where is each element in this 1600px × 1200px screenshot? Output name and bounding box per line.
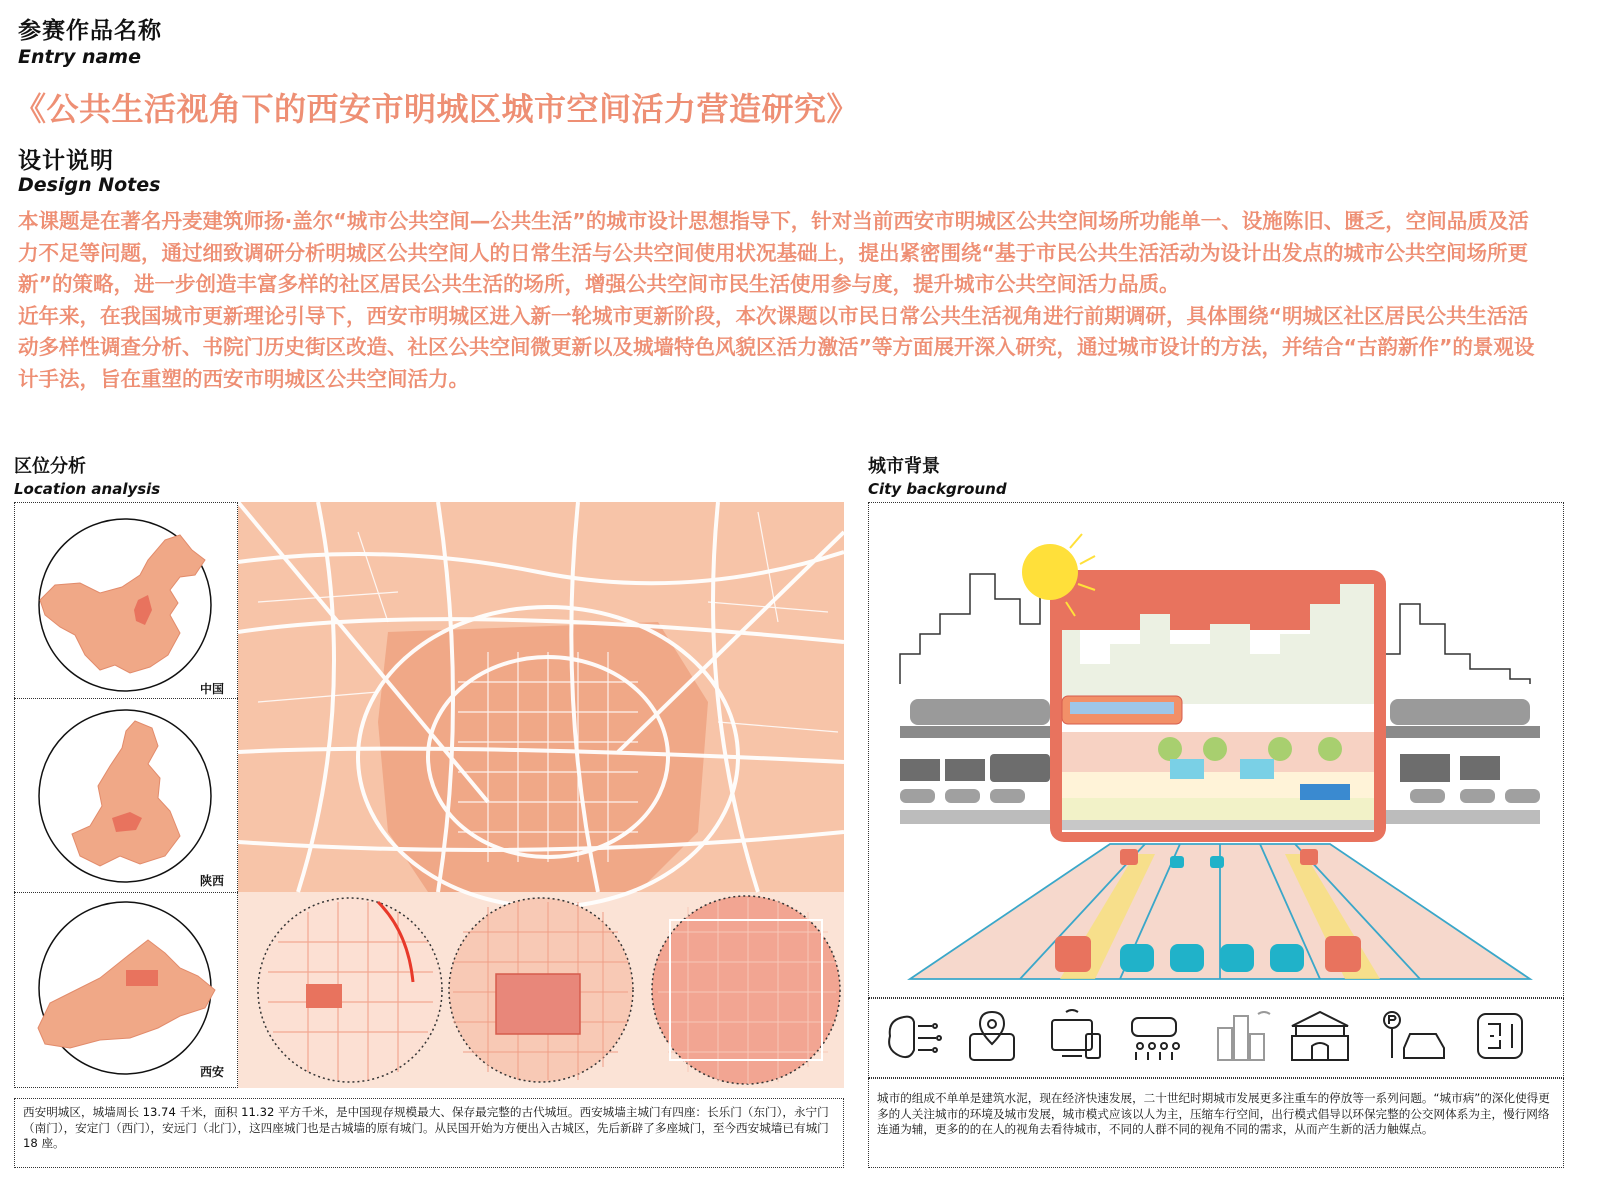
chip-icon bbox=[1478, 1014, 1522, 1058]
city-icon-strip bbox=[880, 1004, 1552, 1072]
location-caption-box bbox=[14, 1098, 844, 1168]
china-inset-map bbox=[30, 515, 220, 695]
zoom-circle-1 bbox=[258, 898, 442, 1082]
brain-circuit-icon bbox=[889, 1017, 941, 1057]
xian-road-map bbox=[238, 502, 844, 1088]
design-notes-paragraph-1: 本课题是在著名丹麦建筑师扬·盖尔“城市公共空间—公共生活”的城市设计思想指导下，针对当前西安市明城区公共空间场所功能单一、设施陈旧、匮乏，空间品质及活力不足等问题，通过细致调研分析明城区公共空间人的日常生活与公共空间使用状况基础上，提出紧密围绕“基于市民公共生活活动为设计出发点的城市公共空间场所更新”的策略，进一步创造丰富多样的社区居民公共生活的场所，增强公共空间市民生活使用参与度，提升城市公共空间活力品质。 bbox=[18, 209, 1529, 296]
design-notes-paragraph-2: 近年来，在我国城市更新理论引导下，西安市明城区进入新一轮城市更新阶段，本次课题以市民日常公共生活视角进行前期调研，具体围绕“明城区社区居民公共生活活动多样性调查分析、书院门历史街区改造、社区公共空间微更新以及城墙特色风貌区活力激活”等方面展开深入研究，通过城市设计的方法，并结合“古韵新作”的景观设计手法，旨在重塑的西安市明城区公共空间活力。 bbox=[18, 303, 1535, 391]
design-notes-en: Design Notes bbox=[18, 174, 161, 196]
transit-crowd-icon bbox=[1132, 1018, 1179, 1060]
xian-inset-map bbox=[30, 898, 220, 1078]
entry-title: 《公共生活视角下的西安市明城区城市空间活力营造研究》 bbox=[14, 90, 860, 128]
location-title-cn: 区位分析 bbox=[14, 456, 86, 477]
shaanxi-label: 陕西 bbox=[200, 874, 225, 888]
china-label: 中国 bbox=[200, 682, 225, 696]
zoom-circle-3 bbox=[652, 896, 840, 1084]
smart-buildings-icon bbox=[1218, 1012, 1270, 1060]
map-pin-icon bbox=[970, 1012, 1014, 1060]
xian-label: 西安 bbox=[200, 1065, 225, 1079]
city-title-cn: 城市背景 bbox=[868, 456, 940, 477]
city-gate-icon bbox=[1292, 1012, 1348, 1060]
city-caption: 城市的组成不单单是建筑水泥，现在经济快速发展，二十世纪时期城市发展更多注重车的停放等一系列问题。“城市病”的深化使得更多的人关注城市的环境及城市发展，城市模式应该以人为主，压缩车行空间，出行模式倡导以环保完整的公交网体系为主，慢行网络连通为辅，更多的的在人的视角去看待城市，不同的人群不同的视角不同的需求，从而产生新的活力触媒点。 bbox=[877, 1091, 1550, 1136]
shaanxi-inset-map bbox=[30, 706, 220, 886]
inset-divider bbox=[14, 698, 238, 699]
devices-icon bbox=[1052, 1010, 1100, 1058]
city-illustration bbox=[870, 504, 1562, 996]
location-title-en: Location analysis bbox=[14, 480, 161, 498]
entry-name-cn: 参赛作品名称 bbox=[18, 18, 162, 44]
city-title-en: City background bbox=[868, 480, 1007, 498]
inset-divider bbox=[14, 892, 238, 893]
location-caption: 西安明城区，城墙周长 13.74 千米，面积 11.32 平方千米，是中国现存规模最大、保存最完整的古代城垣。西安城墙主城门有四座：长乐门（东门），永宁门（南门），安定门（西门），安远门（北门），这四座城门也是古城墙的原有城门。从民国开始为方便出入古城区，先后新辟了多座城门，至今西安城墙已有城门 18 座。 bbox=[23, 1105, 829, 1150]
zoom-circle-2 bbox=[449, 898, 633, 1082]
parking-car-icon bbox=[1384, 1012, 1444, 1058]
entry-name-en: Entry name bbox=[18, 46, 141, 68]
city-caption-box bbox=[868, 1078, 1564, 1168]
design-notes-cn: 设计说明 bbox=[18, 148, 114, 174]
design-notes-text bbox=[18, 206, 1538, 395]
